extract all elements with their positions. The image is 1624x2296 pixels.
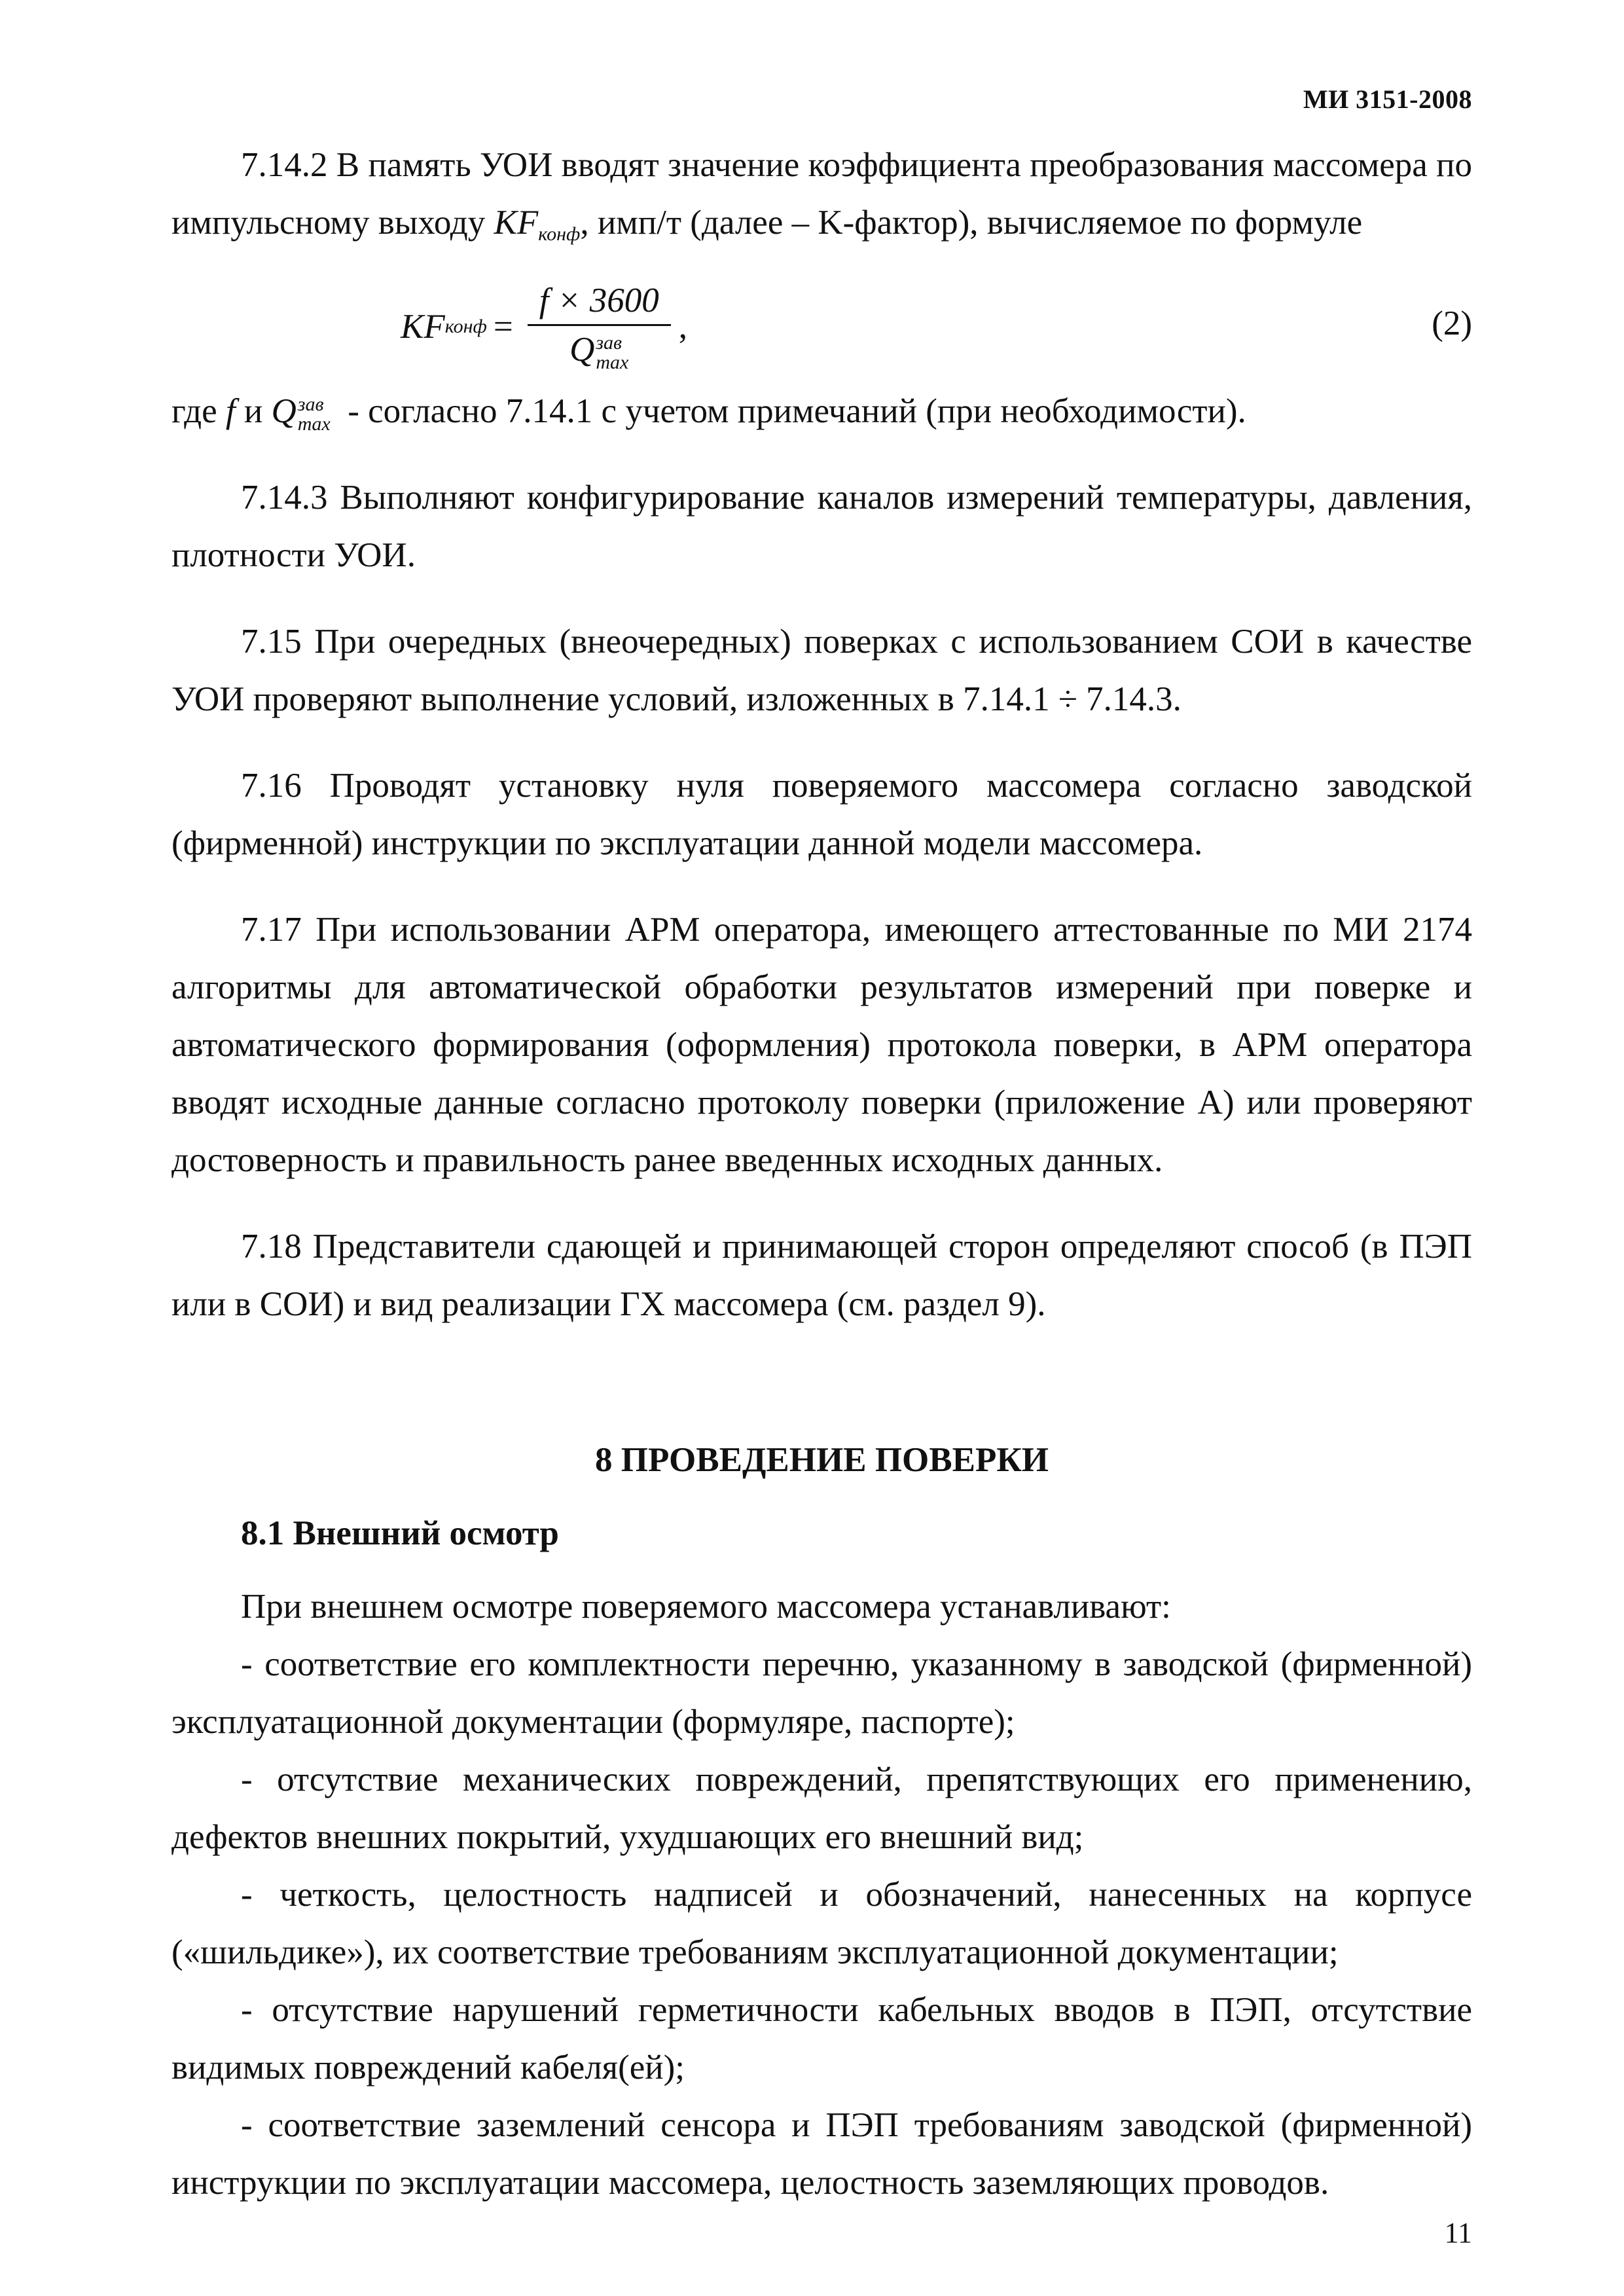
where-q-symbol: Q	[271, 392, 297, 430]
kf-symbol: KF	[494, 204, 539, 242]
paragraph-7-15: 7.15 При очередных (внеочередных) поверках с использованием СОИ в качестве УОИ проверяют выполнение условий, изложенных в 7.14.1 ÷ 7.14.3.	[171, 623, 1472, 718]
document-code-header: МИ 3151-2008	[1303, 84, 1472, 114]
formula-number: (2)	[1432, 304, 1472, 342]
formula-equals: =	[493, 308, 513, 346]
section-intro: При внешнем осмотре поверяемого массомера устанавливают:	[241, 1588, 1171, 1626]
kf-subscript: конф	[538, 223, 581, 245]
where-f-symbol: f	[225, 392, 236, 430]
section-title: 8 ПРОВЕДЕНИЕ ПОВЕРКИ	[594, 1441, 1049, 1479]
where-and: и	[244, 392, 263, 430]
paragraph-7-18: 7.18 Представители сдающей и принимающей сторон определяют способ (в ПЭП или в СОИ) и вид реализации ГХ массомера (см. раздел 9).	[171, 1228, 1472, 1323]
paragraph-7-14-3: 7.14.3 Выполняют конфигурирование каналов измерений температуры, давления, плотности УОИ.	[171, 479, 1472, 574]
where-line	[171, 382, 1472, 440]
formula-lhs: KF	[401, 308, 445, 346]
formula-2	[171, 271, 1472, 382]
paragraph-text: 7.14.2 В память УОИ вводят значение коэффициента преобразования массомера по импульсному выходу	[171, 146, 1472, 242]
document-body	[171, 136, 1472, 2212]
formula-q-superscript: зав	[596, 331, 623, 354]
where-prefix: где	[171, 392, 217, 430]
subsection-title: 8.1 Внешний осмотр	[241, 1514, 559, 1552]
formula-q: Q	[569, 331, 595, 369]
where-q-indices	[298, 395, 331, 434]
list-item: - отсутствие механических повреждений, препятствующих его применению, дефектов внешних покрытий, ухудшающих его внешний вид;	[171, 1760, 1472, 1856]
formula-fraction	[528, 281, 671, 373]
formula-q-indices	[596, 333, 628, 373]
list-item: - отсутствие нарушений герметичности кабельных вводов в ПЭП, отсутствие видимых повреждений кабеля(ей);	[171, 1991, 1472, 2086]
formula-denominator	[569, 326, 628, 373]
page-number: 11	[1444, 2217, 1472, 2249]
list-item: - соответствие его комплектности перечню, указанному в заводской (фирменной) эксплуатационной документации (формуляре, паспорте);	[171, 1645, 1472, 1741]
list-item: - четкость, целостность надписей и обозначений, нанесенных на корпусе («шильдике»), их соответствие требованиям эксплуатационной документации;	[171, 1876, 1472, 1971]
formula-q-subscript: max	[596, 351, 629, 373]
where-rest: - согласно 7.14.1 с учетом примечаний (при необходимости).	[348, 392, 1246, 430]
formula-trailing: ,	[678, 308, 687, 346]
formula-expression	[401, 271, 687, 382]
formula-lhs-subscript: конф	[444, 316, 487, 337]
paragraph-7-16: 7.16 Проводят установку нуля поверяемого массомера согласно заводской (фирменной) инструкции по эксплуатации данной модели массомера.	[171, 767, 1472, 862]
paragraph-7-17: 7.17 При использовании АРМ оператора, имеющего аттестованные по МИ 2174 алгоритмы для автоматической обработки результатов измерений при поверке и автоматического формирования (оформления) протокола поверки, в АРМ оператора вводят исходные данные согласно протоколу поверки (приложение А) или проверяют достоверность и правильность ранее введенных исходных данных.	[171, 911, 1472, 1179]
list-item: - соответствие заземлений сенсора и ПЭП требованиям заводской (фирменной) инструкции по эксплуатации массомера, целостность заземляющих проводов.	[171, 2106, 1472, 2202]
paragraph-7-14-2	[171, 136, 1472, 263]
where-q-superscript: зав	[297, 393, 324, 415]
paragraph-text: , имп/т (далее – K-фактор), вычисляемое по формуле	[580, 204, 1363, 242]
where-q-subscript: max	[297, 412, 331, 435]
formula-numerator: f × 3600	[528, 281, 671, 326]
